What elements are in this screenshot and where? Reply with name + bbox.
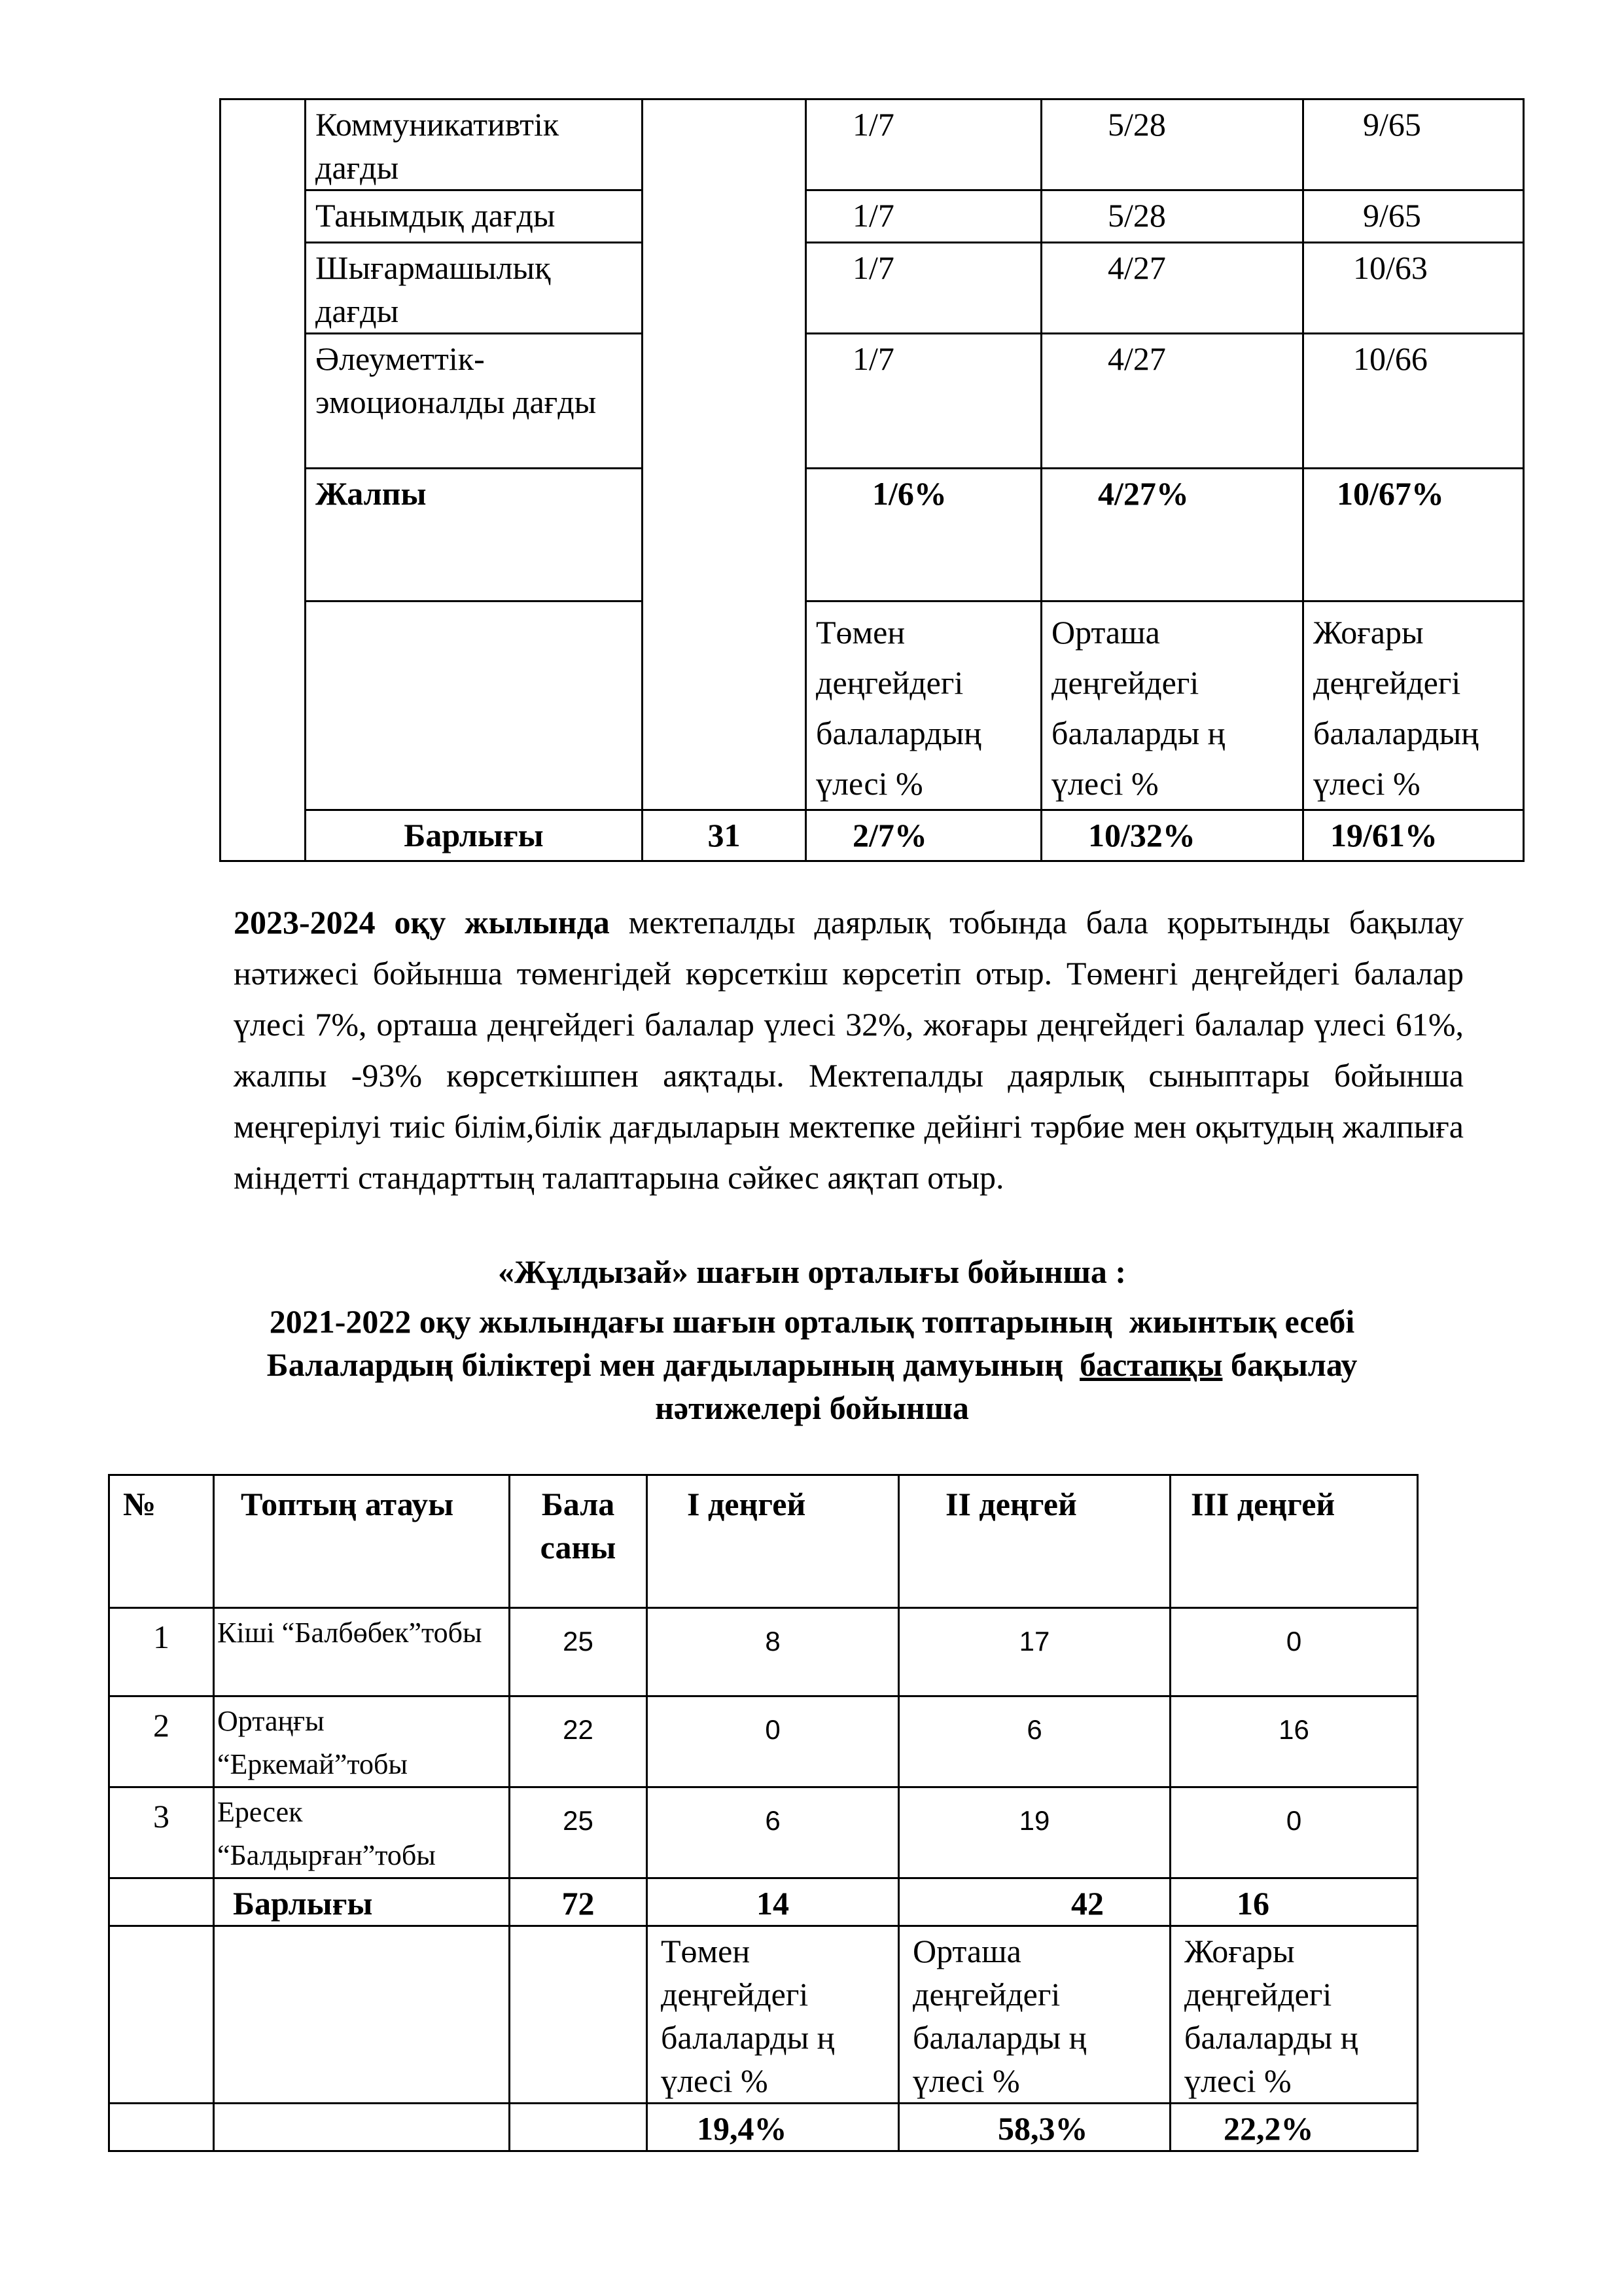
row-level-1: 6 <box>647 1787 899 1878</box>
table1-row-name: Әлеуметтік-эмоционалды дағды <box>306 334 643 469</box>
table2-total-count: 72 <box>510 1878 647 1926</box>
header-level-3: ІІІ деңгей <box>1171 1475 1418 1608</box>
table1-cell-mid: 5/28 <box>1042 190 1303 243</box>
table2-total-level-3: 16 <box>1171 1878 1418 1926</box>
table1-cell-mid: 4/27 <box>1042 334 1303 469</box>
percent-blank <box>510 2104 647 2151</box>
table1-row-name: Коммуникативтік дағды <box>306 99 643 190</box>
row-no: 1 <box>109 1608 214 1696</box>
summary-text: мектепалды даярлық тобында бала қорытынды бақылау нәтижесі бойынша төменгідей көрсеткіш көрсетіп отыр. Төменгі деңгейдегі балалар үлесі 7%, орташа деңгейдегі балалар үлесі 32%, жоғары деңгейдегі балалар үлесі 61%, жалпы -93% көрсеткішпен аяқтады. Мектепалды даярлық сыныптары бойынша меңгерілуі тиіс білім,білік дағдыларын мектепке дейінгі тәрбие мен оқытудың жалпыға міндетті стандарттың талаптарына сәйкес аяқтап отыр. <box>234 904 1464 1196</box>
results-table-1 <box>219 98 1525 862</box>
results-table-2 <box>108 1474 1419 2152</box>
row-level-2: 19 <box>899 1787 1171 1878</box>
table1-grand-total-high: 19/61% <box>1303 810 1524 861</box>
table1-empty-cell <box>306 601 643 810</box>
table1-grand-total-mid: 10/32% <box>1042 810 1303 861</box>
table1-total-mid: 4/27% <box>1042 469 1303 601</box>
row-level-2: 6 <box>899 1696 1171 1787</box>
table2-level-2-label: Орташа деңгейдегі балаларды ң үлесі % <box>899 1926 1171 2104</box>
header-count: Бала саны <box>510 1475 647 1608</box>
table1-cell-high: 9/65 <box>1303 99 1524 190</box>
report-subtitle <box>0 1343 1624 1386</box>
row-group: Ересек “Балдырған”тобы <box>214 1787 510 1878</box>
level-label-blank <box>510 1926 647 2104</box>
summary-paragraph <box>234 897 1464 1203</box>
row-count: 22 <box>510 1696 647 1787</box>
total-blank <box>109 1878 214 1926</box>
report-subtitle-pre: Балалардың біліктері мен дағдыларының дамуының <box>266 1346 1080 1383</box>
table2-percent-level-2: 58,3% <box>899 2104 1171 2151</box>
table1-level-low-label: Төмен деңгейдегі балалардың үлесі % <box>806 601 1042 810</box>
row-group: Ортаңғы “Еркемай”тобы <box>214 1696 510 1787</box>
header-group: Топтың атауы <box>214 1475 510 1608</box>
table1-cell-low: 1/7 <box>806 99 1042 190</box>
row-no: 2 <box>109 1696 214 1787</box>
table1-cell-mid: 5/28 <box>1042 99 1303 190</box>
header-no: № <box>109 1475 214 1608</box>
table1-level-high-label: Жоғары деңгейдегі балалардың үлесі % <box>1303 601 1524 810</box>
table1-cell-low: 1/7 <box>806 334 1042 469</box>
row-level-3: 16 <box>1171 1696 1418 1787</box>
table2-total-level-2: 42 <box>899 1878 1171 1926</box>
table1-grand-total-low: 2/7% <box>806 810 1042 861</box>
row-no: 3 <box>109 1787 214 1878</box>
table1-row-name: Шығармашылық дағды <box>306 243 643 334</box>
row-level-1: 8 <box>647 1608 899 1696</box>
table1-cell-mid: 4/27 <box>1042 243 1303 334</box>
percent-blank <box>109 2104 214 2151</box>
table2-percent-level-1: 19,4% <box>647 2104 899 2151</box>
table1-blank-col <box>221 99 306 861</box>
row-level-3: 0 <box>1171 1608 1418 1696</box>
row-level-2: 17 <box>899 1608 1171 1696</box>
row-level-1: 0 <box>647 1696 899 1787</box>
header-level-2: ІІ деңгей <box>899 1475 1171 1608</box>
table2-percent-level-3: 22,2% <box>1171 2104 1418 2151</box>
level-label-blank <box>109 1926 214 2104</box>
table1-cell-low: 1/7 <box>806 190 1042 243</box>
row-count: 25 <box>510 1787 647 1878</box>
table1-cell-high: 10/63 <box>1303 243 1524 334</box>
table1-cell-high: 10/66 <box>1303 334 1524 469</box>
table1-total-low: 1/6% <box>806 469 1042 601</box>
level-label-blank <box>214 1926 510 2104</box>
table2-level-1-label: Төмен деңгейдегі балаларды ң үлесі % <box>647 1926 899 2104</box>
report-title: 2021-2022 оқу жылындағы шағын орталық топтарының жиынтық есебі <box>269 1303 1355 1340</box>
table1-level-mid-label: Орташа деңгейдегі балаларды ң үлесі % <box>1042 601 1303 810</box>
row-count: 25 <box>510 1608 647 1696</box>
row-level-3: 0 <box>1171 1787 1418 1878</box>
report-subtitle-post: бақылау <box>1222 1346 1358 1383</box>
table1-row-name: Танымдық дағды <box>306 190 643 243</box>
section-title: «Жұлдызай» шағын орталығы бойынша : <box>498 1253 1126 1290</box>
summary-lead: 2023-2024 оқу жылында <box>234 904 610 941</box>
percent-blank <box>214 2104 510 2151</box>
header-level-1: І деңгей <box>647 1475 899 1608</box>
table2-level-3-label: Жоғары деңгейдегі балаларды ң үлесі % <box>1171 1926 1418 2104</box>
report-subtitle-underlined: бастапқы <box>1080 1346 1223 1383</box>
table1-grand-total-count: 31 <box>643 810 806 861</box>
table2-total-level-1: 14 <box>647 1878 899 1926</box>
report-subtitle-line2: нәтижелері бойынша <box>655 1390 969 1426</box>
table2-total-label: Барлығы <box>214 1878 510 1926</box>
row-group: Кіші “Балбөбек”тобы <box>214 1608 510 1696</box>
table1-total-high: 10/67% <box>1303 469 1524 601</box>
table1-grand-total-label: Барлығы <box>306 810 643 861</box>
table1-total-label: Жалпы <box>306 469 643 601</box>
table1-cell-low: 1/7 <box>806 243 1042 334</box>
table1-merged-count <box>643 99 806 810</box>
table1-cell-high: 9/65 <box>1303 190 1524 243</box>
